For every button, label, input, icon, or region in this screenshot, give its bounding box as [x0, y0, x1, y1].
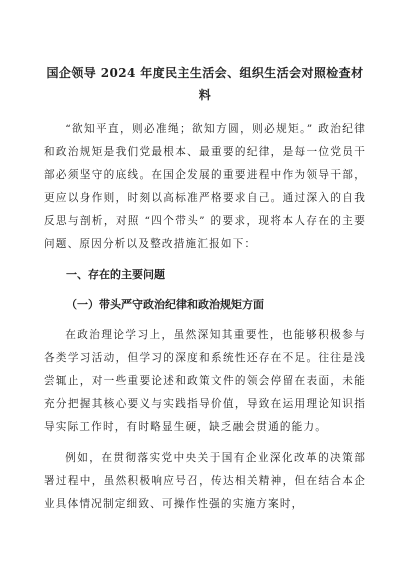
document-title: 国企领导 2024 年度民主生活会、组织生活会对照检查材料	[46, 66, 364, 102]
section-heading-main-problems: 一、存在的主要问题	[66, 268, 165, 281]
intro-paragraph: “欲知平直，则必准绳；欲知方圆，则必规矩。” 政治纪律和政治规矩是我们党最根本、最重要的纪律，是每一位党员干部必须坚守的底线。在国企发展的重要进程中作为领导干部，更应以身作则，时刻以高标准严格要求自己。通过深入的自我反思与剖析，对照 “四个带头” 的要求，现将本人存在的主要问题、原因分析以及整改措施汇报如下：	[44, 123, 366, 250]
body-paragraph: 例如，在贯彻落实党中央关于国有企业深化改革的决策部署过程中，虽然积极响应号召，传达相关精神，但在结合本企业具体情况制定细致、可操作性强的实施方案时，	[44, 452, 366, 510]
subsection-heading-political-discipline: （一）带头严守政治纪律和政治规矩方面	[66, 298, 264, 311]
body-paragraph: 在政治理论学习上，虽然深知其重要性，也能够积极参与各类学习活动，但学习的深度和系统性还存在不足。往往是浅尝辄止，对一些重要论述和政策文件的领会停留在表面，未能充分把握其核心要义与实践指导价值，导致在运用理论知识指导实际工作时，有时略显生硬，缺乏融会贯通的能力。	[44, 329, 366, 433]
